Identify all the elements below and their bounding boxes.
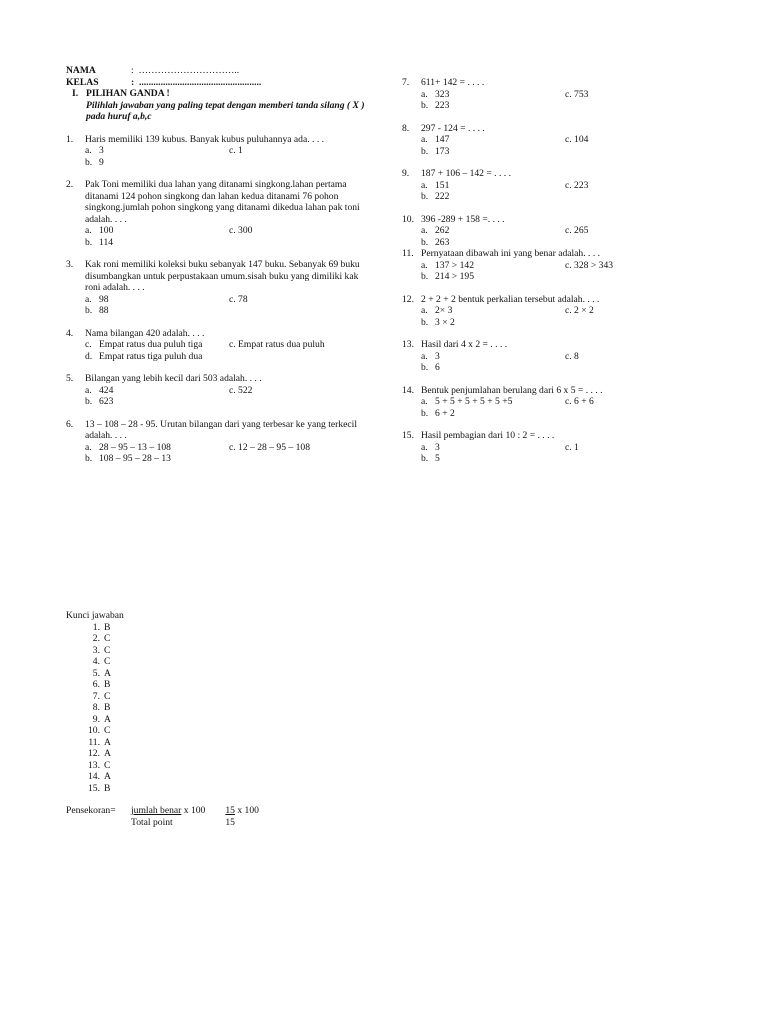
answer-option[interactable]	[229, 339, 366, 351]
option-text: 108 – 95 – 28 – 13	[99, 453, 171, 464]
answer-key-value: B	[104, 679, 111, 690]
option-text: 424	[99, 384, 114, 396]
question-text: Hasil pembagian dari 10 : 2 = . . . .	[421, 430, 555, 441]
option-letter: a.	[421, 134, 428, 145]
answer-key-value: A	[104, 748, 111, 759]
question-body	[85, 328, 366, 363]
answer-options	[421, 89, 732, 112]
question-body	[85, 373, 366, 408]
option-text: Empat ratus dua puluh tiga	[99, 339, 203, 350]
question-number: 13.	[402, 339, 414, 350]
option-text: c. 2 × 2	[565, 305, 594, 316]
answer-option[interactable]	[229, 385, 366, 397]
question-number: 14.	[402, 384, 414, 396]
answer-option[interactable]	[565, 89, 732, 101]
answer-option[interactable]	[85, 157, 229, 169]
name-label: NAMA	[66, 65, 96, 76]
answer-key-value: C	[104, 656, 111, 667]
answer-option[interactable]	[421, 362, 565, 374]
option-letter: c.	[85, 339, 92, 350]
question-number: 2.	[66, 179, 74, 190]
question-body	[421, 385, 732, 420]
option-letter: b.	[421, 407, 429, 419]
answer-key-item	[82, 645, 124, 657]
answer-options	[85, 385, 366, 408]
option-text: c. 1	[229, 145, 243, 156]
answer-option[interactable]	[565, 396, 732, 408]
question-body	[421, 430, 732, 465]
question-number: 1.	[66, 133, 74, 145]
question-number: 6.	[66, 418, 74, 430]
answer-option[interactable]	[85, 145, 229, 157]
option-text: 137 > 142	[435, 259, 474, 271]
answer-key-number: 5.	[92, 667, 100, 679]
option-text: c. 1	[565, 441, 579, 453]
answer-key-number: 11.	[88, 736, 100, 748]
answer-key-item	[82, 771, 124, 783]
question-text: 2 + 2 + 2 bentuk perkalian tersebut adalah. . . .	[421, 293, 600, 305]
answer-key-number: 9.	[92, 713, 100, 725]
answer-option[interactable]	[85, 351, 229, 363]
option-text: 263	[435, 236, 450, 248]
answer-option[interactable]	[229, 157, 366, 169]
answer-options	[85, 294, 366, 317]
formula-denominator: Total point	[131, 816, 173, 828]
answer-option[interactable]	[565, 453, 732, 465]
answer-option[interactable]	[85, 237, 229, 249]
question-text: 13 – 108 – 28 - 95. Urutan bilangan dari yang terbesar ke yang terkecil adalah. . . .	[85, 418, 358, 441]
answer-key	[66, 610, 124, 794]
option-letter: a.	[421, 396, 428, 407]
answer-option[interactable]	[421, 453, 565, 465]
question-body	[421, 168, 732, 203]
right-column	[402, 77, 732, 465]
question-text: Nama bilangan 420 adalah. . . .	[85, 327, 205, 339]
answer-options	[85, 225, 366, 248]
option-letter: a.	[421, 441, 428, 453]
option-letter: a.	[421, 225, 428, 236]
option-text: 3	[435, 441, 440, 453]
question-number: 5.	[66, 373, 74, 384]
answer-option[interactable]	[229, 396, 366, 408]
answer-key-item	[82, 737, 124, 749]
scoring-formula	[66, 805, 259, 828]
answer-option[interactable]	[421, 100, 565, 112]
answer-option[interactable]	[565, 180, 732, 192]
answer-option[interactable]	[565, 146, 732, 158]
option-text: 5	[435, 453, 440, 464]
option-text: 173	[435, 145, 450, 157]
answer-key-number: 14.	[88, 771, 100, 782]
option-letter: a.	[421, 88, 428, 100]
option-letter: a.	[421, 179, 428, 191]
answer-option[interactable]	[421, 305, 565, 317]
answer-key-item	[82, 656, 124, 668]
question-number: 15.	[402, 430, 414, 441]
question-text: Pak Toni memiliki dua lahan yang ditanami singkong.lahan pertama ditanami 124 pohon singkong dan lahan kedua ditanami 76 pohon singkong.jumlah pohon singkong yang ditanami dikedua lahan pak toni adalah. . . .	[85, 179, 360, 225]
answer-key-list	[82, 622, 124, 795]
answer-key-value: B	[104, 621, 111, 633]
example-denominator: 15	[225, 816, 235, 828]
question-body	[85, 259, 366, 317]
answer-option[interactable]	[229, 442, 366, 454]
question-item	[402, 430, 732, 465]
answer-option[interactable]	[565, 408, 732, 420]
option-text: c. 223	[565, 179, 589, 191]
option-text: c. 265	[565, 225, 589, 236]
option-letter: b.	[421, 453, 429, 464]
name-row	[66, 65, 366, 77]
answer-key-item	[82, 760, 124, 772]
answer-option[interactable]	[229, 453, 366, 465]
option-letter: a.	[85, 441, 92, 453]
question-body	[421, 123, 732, 158]
answer-option[interactable]	[229, 351, 366, 363]
formula-fraction	[131, 805, 205, 828]
option-letter: b.	[85, 453, 93, 464]
option-text: 3 × 2	[435, 316, 455, 328]
answer-option[interactable]	[565, 134, 732, 146]
option-text: 223	[435, 100, 450, 111]
answer-option[interactable]	[85, 225, 229, 237]
question-text: 297 - 124 = . . . .	[421, 122, 485, 134]
option-letter: a.	[421, 259, 428, 271]
class-field: : ...................................................	[131, 76, 262, 88]
answer-key-number: 7.	[92, 690, 100, 702]
option-text: c. 78	[229, 293, 248, 305]
answer-key-value: C	[104, 725, 111, 736]
option-letter: b.	[421, 100, 429, 111]
question-text: Pernyataan dibawah ini yang benar adalah. . . .	[421, 248, 601, 259]
option-text: c. Empat ratus dua puluh	[229, 339, 325, 350]
option-text: 100	[99, 225, 114, 236]
answer-option[interactable]	[85, 396, 229, 408]
option-text: c. 6 + 6	[565, 396, 594, 407]
option-letter: b.	[421, 316, 429, 328]
question-item	[402, 248, 732, 283]
question-text: 187 + 106 – 142 = . . . .	[421, 168, 511, 179]
answer-option[interactable]	[565, 271, 732, 283]
answer-key-value: A	[104, 771, 111, 782]
answer-option[interactable]	[565, 225, 732, 237]
answer-key-number: 2.	[92, 633, 100, 644]
answer-option[interactable]	[565, 351, 732, 363]
question-body	[421, 214, 732, 249]
answer-key-value: A	[104, 736, 111, 748]
option-letter: b.	[421, 145, 429, 157]
option-text: c. 522	[229, 384, 253, 396]
answer-key-number: 6.	[92, 679, 100, 690]
question-text: Kak roni memiliki koleksi buku sebanyak 147 buku. Sebanyak 69 buku disumbangkan untuk perpustakaan umum.sisah buku yang dimiliki kak roni adalah. . . .	[85, 259, 360, 293]
answer-option[interactable]	[229, 225, 366, 237]
answer-key-item	[82, 668, 124, 680]
option-letter: d.	[85, 350, 93, 362]
answer-option[interactable]	[565, 191, 732, 203]
answer-key-value: C	[104, 633, 111, 644]
option-text: 214 > 195	[435, 271, 474, 282]
answer-options	[421, 225, 732, 248]
answer-options	[421, 134, 732, 157]
question-number: 7.	[402, 77, 410, 88]
answer-option[interactable]	[565, 237, 732, 249]
option-text: c. 104	[565, 134, 589, 145]
answer-options	[421, 260, 732, 283]
answer-option[interactable]	[85, 339, 229, 351]
option-letter: b.	[421, 271, 429, 282]
option-text: Empat ratus tiga puluh dua	[99, 350, 203, 362]
option-text: 28 – 95 – 13 – 108	[99, 441, 171, 453]
example-fraction	[225, 805, 259, 828]
answer-option[interactable]	[565, 362, 732, 374]
answer-option[interactable]	[565, 317, 732, 329]
example-multiplier: x 100	[234, 805, 259, 816]
question-text: 611+ 142 = . . . .	[421, 77, 485, 88]
answer-option[interactable]	[229, 294, 366, 306]
question-text: Haris memiliki 139 kubus. Banyak kubus puluhannya ada. . . .	[85, 133, 325, 145]
question-item	[66, 328, 366, 363]
option-letter: b.	[85, 396, 93, 407]
answer-options	[85, 145, 366, 168]
question-number: 9.	[402, 168, 410, 179]
answer-options	[421, 396, 732, 419]
answer-option[interactable]	[421, 237, 565, 249]
class-row	[66, 77, 366, 89]
option-text: 3	[99, 145, 104, 156]
question-body	[85, 419, 366, 465]
option-letter: a.	[421, 350, 428, 362]
answer-option[interactable]	[421, 317, 565, 329]
option-letter: b.	[85, 236, 93, 248]
answer-option[interactable]	[421, 180, 565, 192]
answer-key-value: C	[104, 759, 111, 771]
answer-option[interactable]	[565, 305, 732, 317]
answer-options	[85, 339, 366, 362]
answer-option[interactable]	[85, 453, 229, 465]
answer-option[interactable]	[85, 442, 229, 454]
question-number: 4.	[66, 327, 74, 339]
answer-key-value: A	[104, 713, 111, 725]
answer-options	[421, 180, 732, 203]
answer-key-number: 13.	[88, 759, 100, 771]
question-body	[421, 248, 732, 283]
option-text: 151	[435, 179, 450, 191]
question-text: Bilangan yang lebih kecil dari 503 adalah. . . .	[85, 373, 262, 384]
option-text: 5 + 5 + 5 + 5 + 5 +5	[435, 396, 513, 407]
answer-option[interactable]	[565, 260, 732, 272]
answer-option[interactable]	[421, 271, 565, 283]
example-numerator: 15	[225, 805, 235, 816]
answer-key-item	[82, 691, 124, 703]
answer-key-value: A	[104, 667, 111, 679]
answer-key-value: B	[104, 702, 111, 713]
answer-option[interactable]	[85, 305, 229, 317]
option-text: 98	[99, 293, 109, 305]
option-text: c. 12 – 28 – 95 – 108	[229, 441, 311, 453]
answer-key-number: 15.	[88, 782, 100, 794]
answer-option[interactable]	[421, 191, 565, 203]
class-label: KELAS	[66, 76, 99, 88]
question-number: 11.	[402, 248, 414, 259]
answer-key-number: 4.	[92, 656, 100, 667]
answer-option[interactable]	[85, 385, 229, 397]
question-item	[402, 214, 732, 249]
question-item	[402, 77, 732, 112]
option-text: c. 8	[565, 350, 579, 362]
question-item	[402, 168, 732, 203]
instruction-text: Pilihlah jawaban yang paling tepat dengan memberi tanda silang ( X ) pada huruf a,b,c	[86, 99, 365, 122]
option-letter: a.	[85, 384, 92, 396]
option-text: c. 300	[229, 225, 253, 236]
answer-option[interactable]	[565, 442, 732, 454]
question-number: 10.	[402, 213, 414, 225]
answer-option[interactable]	[85, 294, 229, 306]
option-text: 6 + 2	[435, 407, 455, 419]
option-text: c. 328 > 343	[565, 259, 614, 271]
answer-option[interactable]	[421, 351, 565, 363]
answer-key-item	[82, 622, 124, 634]
answer-option[interactable]	[421, 146, 565, 158]
question-item	[66, 373, 366, 408]
option-text: 262	[435, 225, 450, 236]
answer-option[interactable]	[229, 237, 366, 249]
option-text: 3	[435, 350, 440, 362]
answer-options	[85, 442, 366, 465]
answer-option[interactable]	[229, 305, 366, 317]
question-body	[421, 294, 732, 329]
answer-option[interactable]	[421, 134, 565, 146]
question-item	[66, 134, 366, 169]
answer-option[interactable]	[421, 260, 565, 272]
answer-key-number: 1.	[92, 621, 100, 633]
question-item	[402, 385, 732, 420]
answer-option[interactable]	[565, 100, 732, 112]
answer-key-number: 8.	[92, 702, 100, 713]
formula-numerator: jumlah benar	[131, 805, 182, 816]
question-body	[85, 179, 366, 248]
question-number: 3.	[66, 259, 74, 270]
answer-key-item	[82, 679, 124, 691]
answer-key-item	[82, 714, 124, 726]
option-letter: a.	[85, 225, 92, 236]
answer-key-number: 12.	[88, 748, 100, 759]
option-letter: b.	[85, 305, 93, 316]
option-letter: b.	[421, 191, 429, 202]
question-text: 396 -289 + 158 =. . . .	[421, 213, 505, 225]
option-letter: b.	[85, 156, 93, 168]
question-item	[66, 259, 366, 317]
name-field: : …………………………..	[131, 65, 240, 76]
question-text: Hasil dari 4 x 2 = . . . .	[421, 339, 508, 350]
answer-key-value: C	[104, 690, 111, 702]
formula-multiplier: x 100	[181, 805, 206, 816]
question-item	[402, 123, 732, 158]
option-text: 623	[99, 396, 114, 407]
answer-key-item	[82, 783, 124, 795]
question-body	[85, 134, 366, 169]
option-text: 114	[99, 236, 114, 248]
answer-key-number: 3.	[92, 644, 100, 656]
answer-key-title: Kunci jawaban	[66, 610, 124, 621]
answer-key-value: C	[104, 644, 111, 656]
question-item	[66, 419, 366, 465]
answer-key-value: B	[104, 782, 111, 794]
answer-option[interactable]	[421, 442, 565, 454]
section-number: I.	[72, 88, 79, 99]
answer-key-item	[82, 748, 124, 760]
option-text: 147	[435, 134, 450, 145]
option-text: 6	[435, 362, 440, 373]
question-body	[421, 77, 732, 112]
section-title-text: PILIHAN GANDA !	[86, 88, 170, 99]
question-list-right	[402, 77, 732, 465]
scoring-label: Pensekoran=	[66, 805, 116, 816]
answer-options	[421, 305, 732, 328]
left-column	[66, 65, 366, 465]
answer-option[interactable]	[421, 89, 565, 101]
question-body	[421, 339, 732, 374]
answer-key-item	[82, 702, 124, 714]
question-text: Bentuk penjumlahan berulang dari 6 x 5 = . . . .	[421, 384, 603, 396]
option-letter: a.	[85, 293, 92, 305]
option-text: 222	[435, 191, 450, 202]
answer-option[interactable]	[421, 408, 565, 420]
option-text: 9	[99, 156, 104, 168]
answer-key-item	[82, 725, 124, 737]
answer-options	[421, 351, 732, 374]
answer-options	[421, 442, 732, 465]
question-number: 12.	[402, 293, 414, 305]
answer-option[interactable]	[421, 225, 565, 237]
option-text: 2× 3	[435, 305, 453, 316]
option-letter: a.	[85, 145, 92, 156]
option-text: 323	[435, 88, 450, 100]
answer-option[interactable]	[421, 396, 565, 408]
question-item	[66, 179, 366, 248]
question-number: 8.	[402, 122, 410, 134]
question-list-left	[66, 134, 366, 465]
answer-option[interactable]	[229, 145, 366, 157]
option-letter: b.	[421, 236, 429, 248]
answer-key-item	[82, 633, 124, 645]
option-letter: b.	[421, 362, 429, 373]
answer-key-number: 10.	[88, 725, 100, 736]
question-item	[402, 339, 732, 374]
section-title	[72, 88, 366, 100]
question-item	[402, 294, 732, 329]
option-text: 88	[99, 305, 109, 316]
option-letter: a.	[421, 305, 428, 316]
option-text: c. 753	[565, 88, 589, 100]
